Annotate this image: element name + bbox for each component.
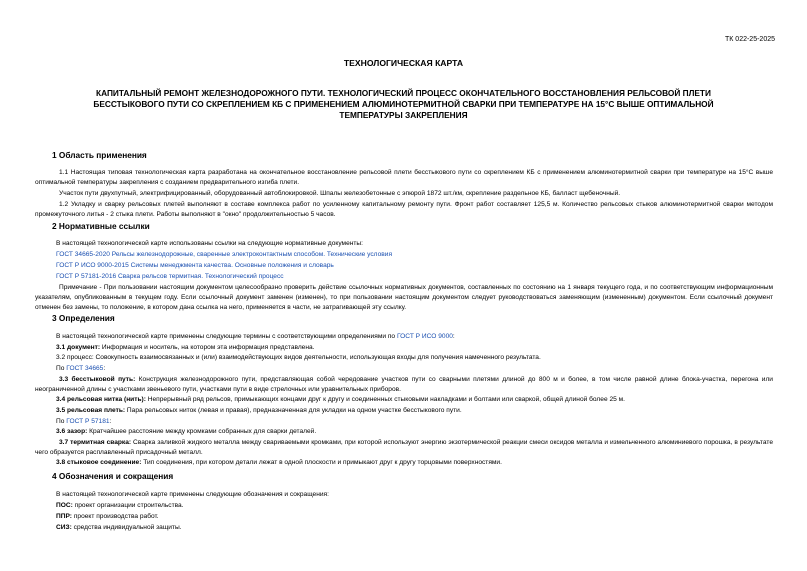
definition-text: Тип соединения, при котором детали лежат в одной плоскости и примыкают друг к другу торцовыми поверхностями. — [141, 459, 502, 466]
by-text: По — [56, 418, 67, 425]
definition-text: Информация и носитель, на котором эта информация представлена. — [100, 344, 315, 351]
by-gost-r-57181 — [56, 418, 111, 425]
section-3-intro — [56, 333, 455, 340]
definition-term: 3.3 бесстыковой путь: — [59, 376, 136, 383]
gost-34665-link[interactable]: ГОСТ 34665 — [66, 365, 104, 372]
definition-text: Конструкция железнодорожного пути, представляющая собой чередование участков пути со сварными плетями длиной до 800 м и более, в том числе равной длине блока-участка, перегона или неограниченной длины с участками звеньевого пути, участками пути в виде стрелочных или уравнительных приборов. — [35, 376, 773, 393]
section-2-note: Примечание - При пользовании настоящим документом целесообразно проверить действие ссылочных нормативных документов, составленных по состоянию на 1 января текущего года, и по соответствующим информационным указателям, опубликованным в текущем году. Если ссылочный документ заменен (изменен), то при пользовании настоящим документом следует руководствоваться заменяющим (измененным) документом. Если ссылочный документ отменен без замены, то положение, в котором дана ссылка на него, применяется в части, не затрагивающей эту ссылку. — [35, 284, 773, 311]
by-gost-34665 — [56, 365, 105, 372]
definition-3-6 — [56, 428, 316, 435]
intro-text: В настоящей технологической карте применены следующие термины с соответствующими определениями по — [56, 333, 396, 340]
intro-colon: : — [452, 333, 455, 340]
definition-3-3 — [35, 375, 773, 395]
abbreviation-text: проект производства работ. — [72, 513, 159, 520]
iso-9000-link[interactable]: ГОСТ Р ИСО 9000 — [396, 333, 453, 340]
abbreviation: СИЗ: — [56, 524, 72, 531]
abbreviation: ППР: — [56, 513, 72, 520]
definition-text: Сварка заливкой жидкого металла между свариваемыми кромками, при которой используют энергию экзотермической реакции смеси оксидов металла и измельченного алюминиевого порошка, в результате чего образуется расплавленный присадочный металл. — [35, 439, 773, 456]
abbreviation-text: проект организации строительства. — [72, 502, 184, 509]
abbreviation-item — [56, 513, 159, 520]
definition-term: 3.8 стыковое соединение: — [56, 459, 142, 466]
ref-link[interactable]: ГОСТ Р 57181-2016 Сварка рельсов термитная. Технологический процесс — [56, 273, 284, 280]
gost-r-57181-link[interactable]: ГОСТ Р 57181 — [66, 418, 110, 425]
section-2-intro: В настоящей технологической карте использованы ссылки на следующие нормативные документы: — [56, 240, 363, 247]
by-colon: : — [103, 365, 106, 372]
document-code: ТК 022-25-2025 — [725, 36, 775, 43]
definition-3-4 — [56, 396, 625, 403]
document-subtitle: КАПИТАЛЬНЫЙ РЕМОНТ ЖЕЛЕЗНОДОРОЖНОГО ПУТИ. ТЕХНОЛОГИЧЕСКИЙ ПРОЦЕСС ОКОНЧАТЕЛЬНОГО ВОССТАНОВЛЕНИЯ РЕЛЬСОВОЙ ПЛЕТИ БЕССТЫКОВОГО ПУТИ СО СКРЕПЛЕНИЕМ КБ С ПРИМЕНЕНИЕМ АЛЮМИНОТЕРМИТНОЙ СВАРКИ ПРИ ТЕМПЕРАТУРЕ НА 15°С ВЫШЕ ОПТИМАЛЬНОЙ ТЕМПЕРАТУРЫ ЗАКРЕПЛЕНИЯ — [93, 88, 714, 121]
definition-term: 3.5 рельсовая плеть: — [56, 407, 126, 414]
abbreviation-item — [56, 524, 182, 531]
ref-link[interactable]: ГОСТ Р ИСО 9000-2015 Системы менеджмента качества. Основные положения и словарь — [56, 262, 334, 269]
definition-term: 3.1 документ: — [56, 344, 101, 351]
abbreviation-text: средства индивидуальной защиты. — [71, 524, 182, 531]
section-1-paragraph-1: 1.1 Настоящая типовая технологическая карта разработана на окончательное восстановление рельсовой плети бесстыкового пути со скреплением КБ с применением алюминотермитной сварки при температуре на 15°С выше оптимальной температуры закрепления с созданием предварительного изгиба плети. — [35, 169, 773, 186]
section-1-paragraph-2: Участок пути двухпутный, электрифицированный, оборудованный автоблокировкой. Шпалы железобетонные с эпюрой 1872 шт./км, скрепление раздельное КБ, балласт щебеночный. — [59, 190, 621, 197]
abbreviation: ПОС: — [56, 502, 73, 509]
section-4-heading: 4 Обозначения и сокращения — [52, 471, 174, 481]
section-1-heading: 1 Область применения — [52, 150, 147, 160]
ref-link[interactable]: ГОСТ 34665-2020 Рельсы железнодорожные, сваренные электроконтактным способом. Технические условия — [56, 251, 393, 258]
definition-3-5 — [56, 407, 462, 414]
section-2-heading: 2 Нормативные ссылки — [52, 221, 150, 231]
definition-term: 3.7 термитная сварка: — [59, 439, 132, 446]
section-4-intro: В настоящей технологической карте применены следующие обозначения и сокращения: — [56, 491, 329, 498]
definition-text: Пара рельсовых ниток (левая и правая), предназначенная для укладки на одном участке бесстыкового пути. — [125, 407, 462, 414]
definition-3-1 — [56, 344, 315, 351]
definition-3-7 — [35, 438, 773, 458]
definition-term: 3.6 зазор: — [56, 428, 88, 435]
definition-3-8 — [56, 459, 502, 466]
section-1-paragraph-3: 1.2 Укладку и сварку рельсовых плетей выполняют в составе комплекса работ по усиленному капитальному ремонту пути. Фронт работ составляет 125,5 м. Количество рельсовых стыков алюминотермитной сварки методом промежуточного литья - 2 стыка плети. Работы выполняют в "окно" продолжительностью 5 часов. — [35, 201, 773, 218]
definition-text: Кратчайшее расстояние между кромками собранных для сварки деталей. — [87, 428, 317, 435]
section-3-heading: 3 Определения — [52, 313, 115, 323]
by-text: По — [56, 365, 67, 372]
by-colon: : — [109, 418, 112, 425]
definition-term: 3.4 рельсовая нитка (нить): — [56, 396, 146, 403]
definition-text: Непрерывный ряд рельсов, примыкающих концами друг к другу и соединенных стыковыми накладками и болтами или сваркой, общей длиной более 25 м. — [145, 396, 625, 403]
definition-3-2: 3.2 процесс: Совокупность взаимосвязанных и (или) взаимодействующих видов деятельности, использующая входы для получения намеченного результата. — [56, 354, 541, 361]
document-title: ТЕХНОЛОГИЧЕСКАЯ КАРТА — [343, 58, 464, 68]
abbreviation-item — [56, 502, 184, 509]
